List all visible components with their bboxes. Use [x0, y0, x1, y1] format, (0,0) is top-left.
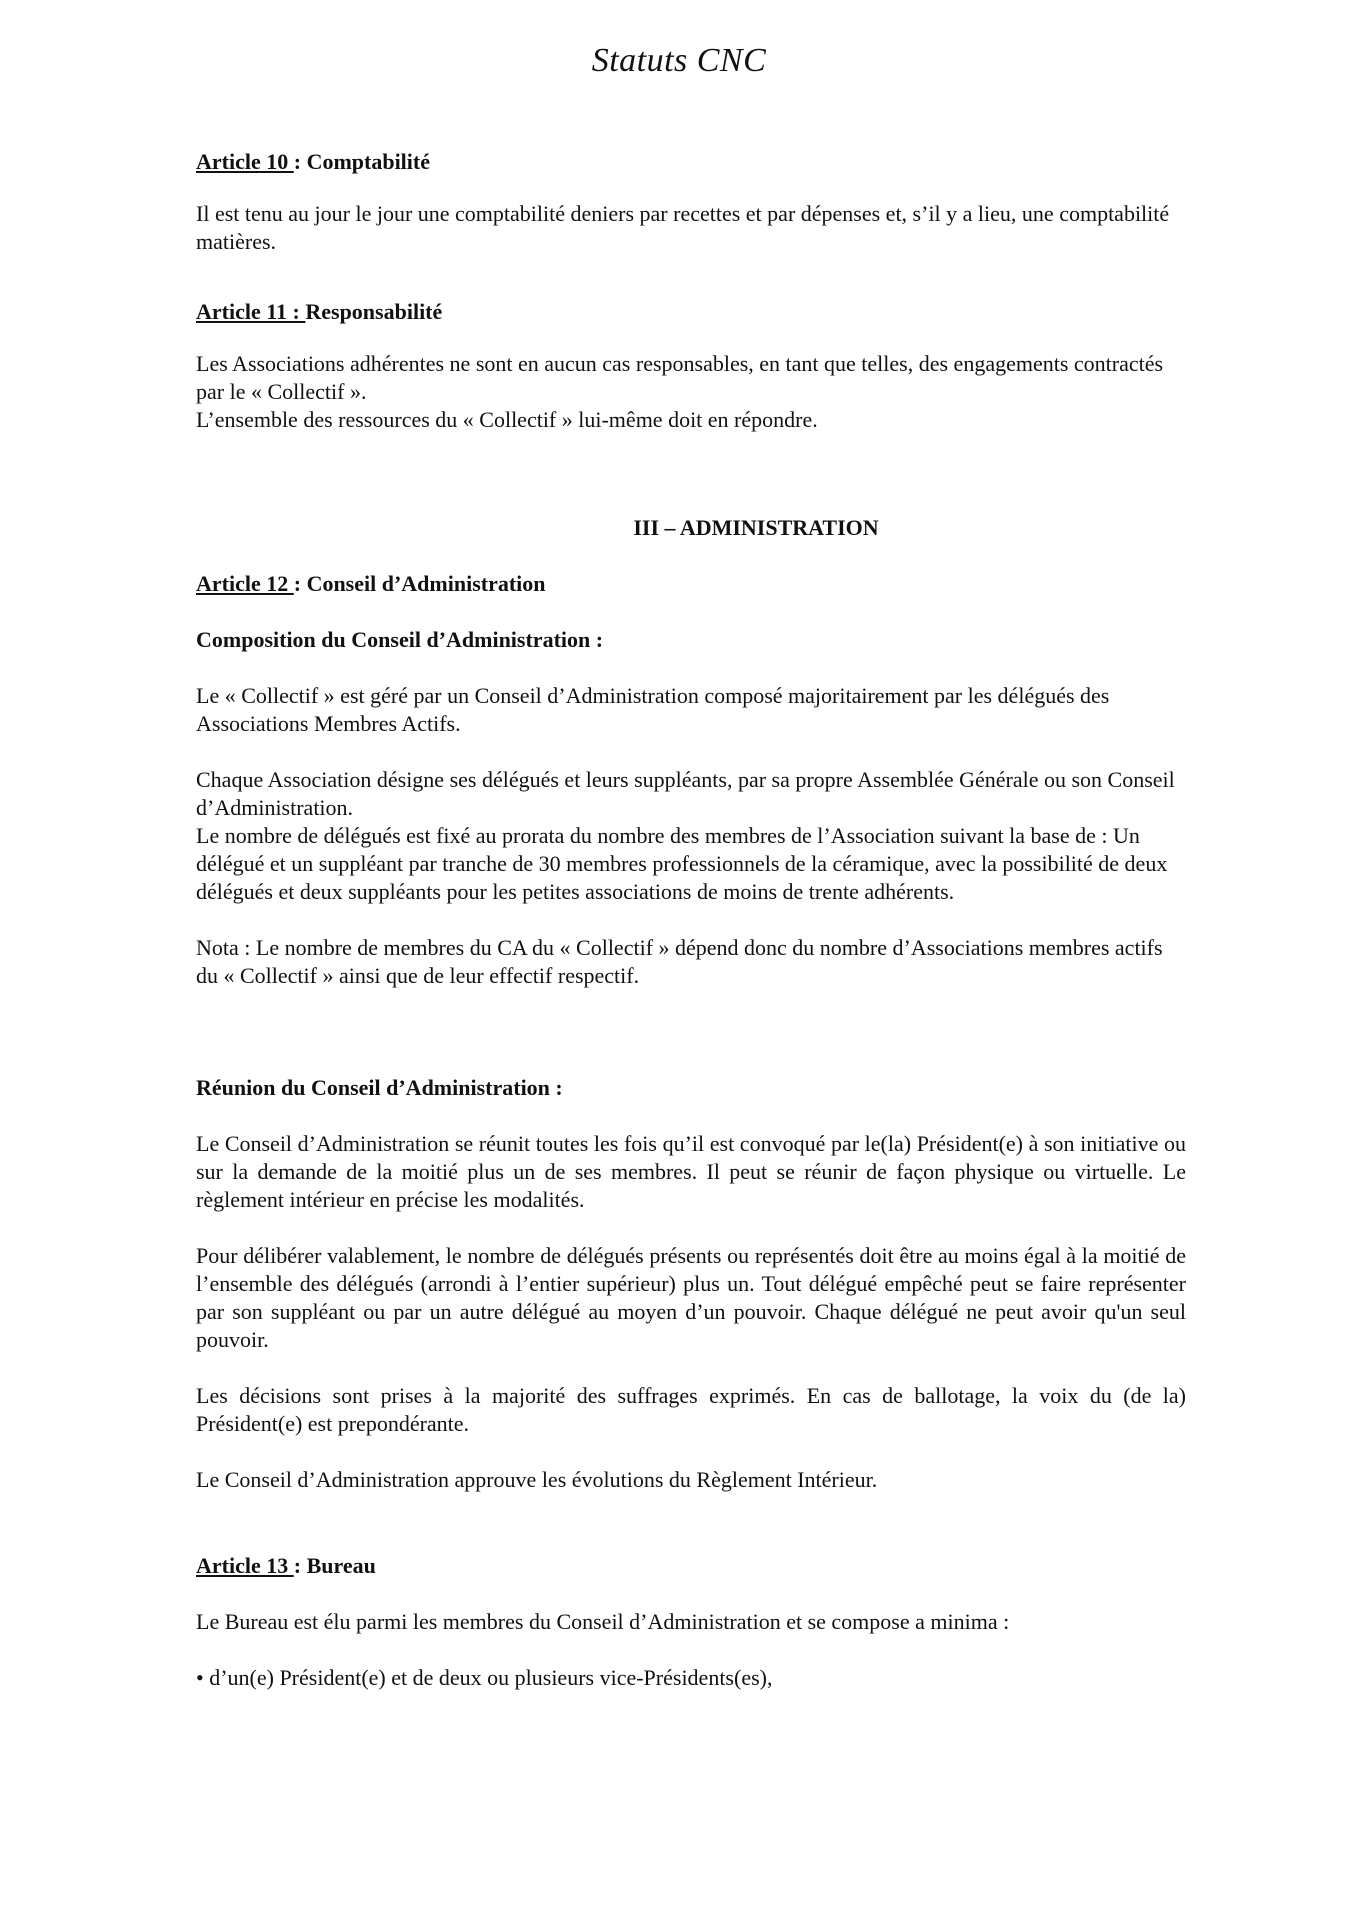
article-11-paragraph-2: L’ensemble des ressources du « Collectif » lui-même doit en répondre.	[196, 407, 818, 432]
article-11-title: Responsabilité	[305, 299, 443, 324]
article-10-number: Article 10	[196, 149, 294, 174]
composition-paragraph-2: Chaque Association désigne ses délégués et leurs suppléants, par sa propre Assemblée Générale ou son Conseil d’Administration.	[196, 767, 1175, 820]
article-13-bullet-1: • d’un(e) Président(e) et de deux ou plusieurs vice-Présidents(es),	[196, 1665, 773, 1690]
article-10-title: Comptabilité	[306, 149, 431, 174]
article-13-separator: :	[293, 1553, 307, 1578]
reunion-paragraph-4: Le Conseil d’Administration approuve les évolutions du Règlement Intérieur.	[196, 1467, 878, 1492]
article-13-heading	[196, 1552, 1186, 1580]
section-3-title: III – ADMINISTRATION	[633, 515, 879, 540]
article-12-heading	[196, 570, 1186, 598]
article-11-paragraph-1: Les Associations adhérentes ne sont en aucun cas responsables, en tant que telles, des engagements contractés par le « Collectif ».	[196, 351, 1164, 404]
reunion-heading: Réunion du Conseil d’Administration :	[196, 1075, 563, 1100]
article-13-number: Article 13	[196, 1553, 294, 1578]
reunion-paragraph-2: Pour délibérer valablement, le nombre de délégués présents ou représentés doit être au moins égal à la moitié de l’ensemble des délégués (arrondi à l’entier supérieur) plus un. Tout délégué empêché peut se faire représenter par son suppléant ou par un autre délégué au moyen d’un pouvoir. Chaque délégué ne peut avoir qu'un seul pouvoir.	[196, 1243, 1186, 1352]
article-12-number: Article 12	[196, 571, 294, 596]
article-10-separator: :	[293, 149, 307, 174]
article-13-title: Bureau	[306, 1553, 376, 1578]
article-12-separator: :	[293, 571, 307, 596]
composition-paragraph-3: Le nombre de délégués est fixé au prorata du nombre des membres de l’Association suivant la base de : Un délégué et un suppléant par tranche de 30 membres professionnels de la céramique, avec la possibilité de deux délégués et deux suppléants pour les petites associations de moins de trente adhérents.	[196, 823, 1168, 904]
article-11-heading	[196, 298, 1186, 326]
article-10-heading	[196, 148, 1186, 176]
reunion-paragraph-3: Les décisions sont prises à la majorité des suffrages exprimés. En cas de ballotage, la voix du (de la) Président(e) est prepondérante.	[196, 1383, 1186, 1436]
composition-nota: Nota : Le nombre de membres du CA du « Collectif » dépend donc du nombre d’Associations membres actifs du « Collectif » ainsi que de leur effectif respectif.	[196, 935, 1163, 988]
article-11-number: Article 11 :	[196, 299, 306, 324]
document-body	[196, 148, 1186, 1692]
page-title: Statuts CNC	[591, 42, 767, 79]
composition-heading: Composition du Conseil d’Administration :	[196, 627, 604, 652]
article-10-paragraph: Il est tenu au jour le jour une comptabilité deniers par recettes et par dépenses et, s’il y a lieu, une comptabilité matières.	[196, 201, 1170, 254]
article-13-paragraph: Le Bureau est élu parmi les membres du Conseil d’Administration et se compose a minima :	[196, 1609, 1010, 1634]
article-12-title: Conseil d’Administration	[306, 571, 546, 596]
reunion-paragraph-1: Le Conseil d’Administration se réunit toutes les fois qu’il est convoqué par le(la) Président(e) à son initiative ou sur la demande de la moitié plus un de ses membres. Il peut se réunir de façon physique ou virtuelle. Le règlement intérieur en précise les modalités.	[196, 1131, 1186, 1212]
composition-paragraph-1: Le « Collectif » est géré par un Conseil d’Administration composé majoritairement par les délégués des Associations Membres Actifs.	[196, 683, 1110, 736]
